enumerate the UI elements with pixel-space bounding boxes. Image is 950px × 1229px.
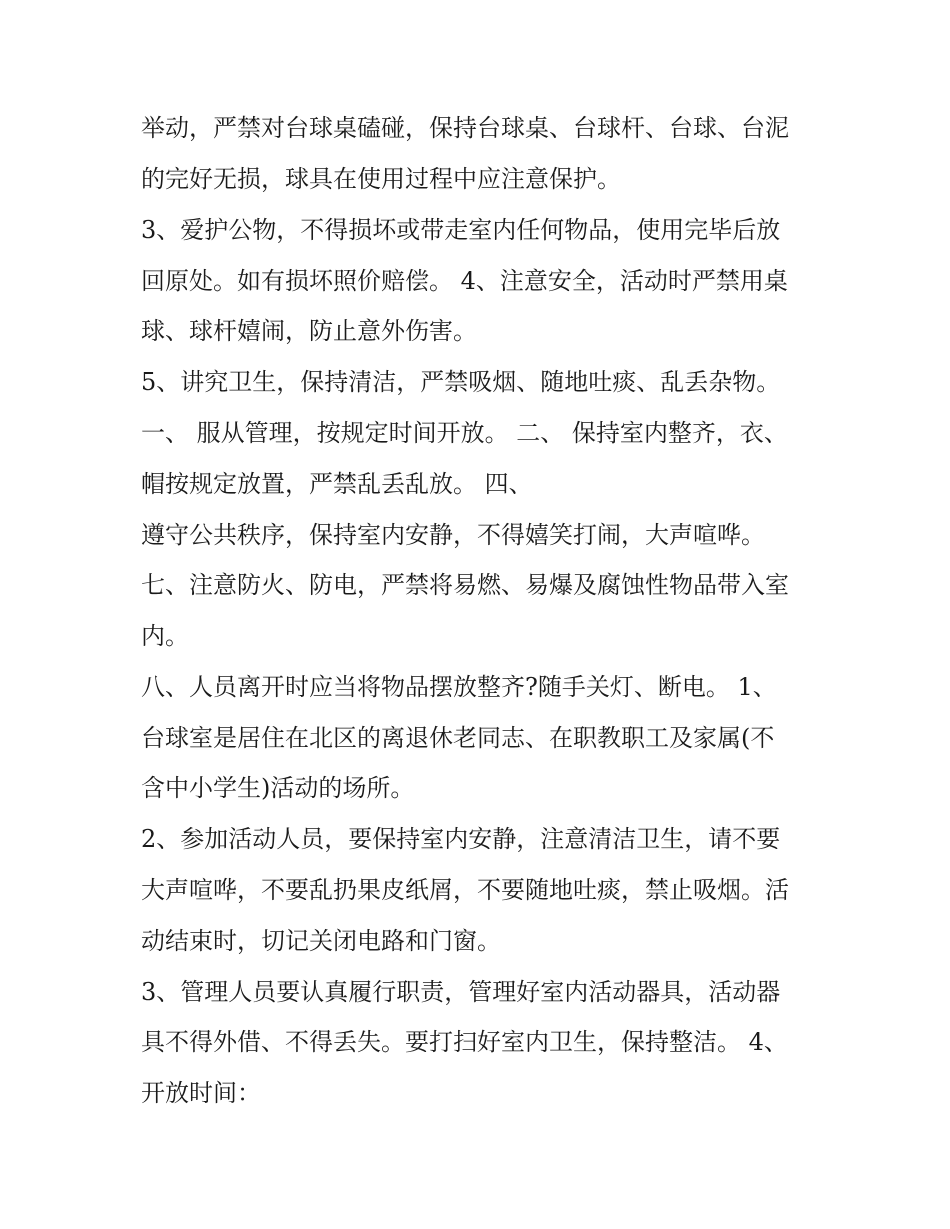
text-line-16: 大声喧哗，不要乱扔果皮纸屑，不要随地吐痰，禁止吸烟。活 <box>141 876 789 904</box>
text-line-20: 开放时间： <box>141 1079 261 1107</box>
text-line-12: 八、人员离开时应当将物品摆放整齐?随手关灯、断电。 1、 <box>141 673 777 701</box>
text-line-3: 3、爱护公物，不得损坏或带走室内任何物品，使用完毕后放 <box>141 216 781 244</box>
text-line-4: 回原处。如有损坏照价赔偿。 4、注意安全，活动时严禁用桌 <box>141 267 788 295</box>
text-line-6: 5、讲究卫生，保持清洁，严禁吸烟、随地吐痰、乱丢杂物。 <box>141 368 781 396</box>
text-line-17: 动结束时，切记关闭电路和门窗。 <box>141 927 501 955</box>
text-line-18: 3、管理人员要认真履行职责，管理好室内活动器具，活动器 <box>141 978 781 1006</box>
text-line-8: 帽按规定放置，严禁乱丢乱放。 四、 <box>141 470 533 498</box>
text-line-15: 2、参加活动人员，要保持室内安静，注意清洁卫生，请不要 <box>141 825 781 853</box>
text-line-11: 内。 <box>141 622 189 650</box>
text-line-13: 台球室是居住在北区的离退休老同志、在职教职工及家属(不 <box>141 724 775 752</box>
text-line-2: 的完好无损，球具在使用过程中应注意保护。 <box>141 165 621 193</box>
text-line-19: 具不得外借、不得丢失。要打扫好室内卫生，保持整洁。 4、 <box>141 1028 788 1056</box>
text-line-14: 含中小学生)活动的场所。 <box>141 774 415 802</box>
text-line-5: 球、球杆嬉闹，防止意外伤害。 <box>141 317 477 345</box>
text-line-7: 一、 服从管理，按规定时间开放。 二、 保持室内整齐，衣、 <box>141 419 788 447</box>
text-line-9: 遵守公共秩序，保持室内安静，不得嬉笑打闹，大声喧哗。 <box>141 521 765 549</box>
text-line-1: 举动，严禁对台球桌磕碰，保持台球桌、台球杆、台球、台泥 <box>141 114 789 142</box>
text-line-10: 七、注意防火、防电，严禁将易燃、易爆及腐蚀性物品带入室 <box>141 571 789 599</box>
